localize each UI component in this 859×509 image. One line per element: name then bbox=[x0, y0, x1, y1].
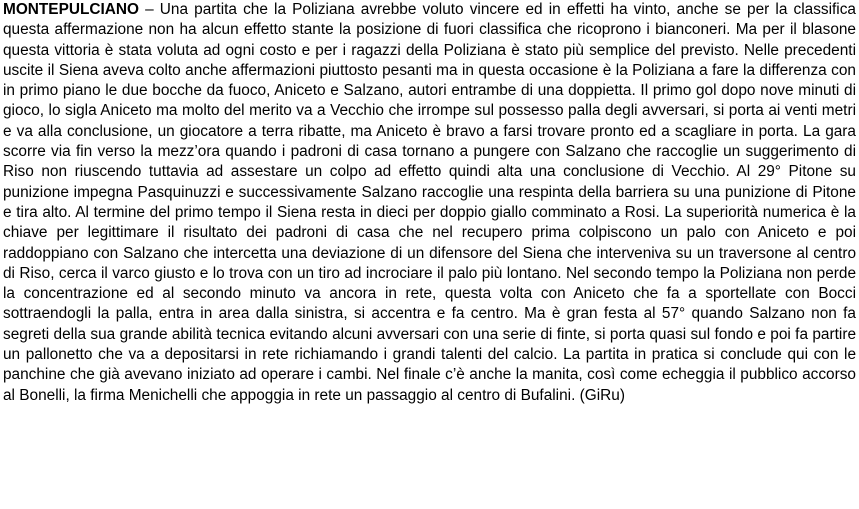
article-dash: – bbox=[138, 1, 160, 18]
article-paragraph bbox=[3, 0, 856, 406]
article-location: MONTEPULCIANO bbox=[3, 1, 139, 18]
article-body: Una partita che la Poliziana avrebbe voluto vincere ed in effetti ha vinto, anche se per la classifica questa affermazione non ha alcun effetto stante la posizione di fuori classifica che ricoprono i bianconeri. Ma per il blasone questa vittoria è stata voluta ad ogni costo e per i ragazzi della Poliziana è stato più semplice del previsto. Nelle precedenti uscite il Siena aveva colto anche affermazioni piuttosto pesanti ma in questa occasione è la Poliziana a fare la differenza con in primo piano le due bocche da fuoco, Aniceto e Salzano, autori entrambe di una doppietta. Il primo gol dopo nove minuti di gioco, lo sigla Aniceto ma molto del merito va a Vecchio che irrompe sul possesso palla degli avversari, si porta ai venti metri e va alla conclusione, un giocatore a terra ribatte, ma Aniceto è bravo a farsi trovare pronto ed a scagliare in porta. La gara scorre via fin verso la mezz’ora quando i padroni di casa tornano a pungere con Salzano che raccoglie un suggerimento di Riso non riuscendo tuttavia ad assestare un colpo ad effetto quindi alta una conclusione di Vecchio. Al 29° Pitone su punizione impegna Pasquinuzzi e successivamente Salzano raccoglie una respinta della barriera su una punizione di Pitone e tira alto. Al termine del primo tempo il Siena resta in dieci per doppio giallo comminato a Rosi. La superiorità numerica è la chiave per legittimare il risultato dei padroni di casa che nel recupero prima colpiscono un palo con Aniceto e poi raddoppiano con Salzano che intercetta una deviazione di un difensore del Siena che interveniva su un traversone al centro di Riso, cerca il varco giusto e lo trova con un tiro ad incrociare il palo più lontano. Nel secondo tempo la Poliziana non perde la concentrazione ed al secondo minuto va ancora in rete, questa volta con Aniceto che fa a sportellate con Bocci sottraendogli la palla, entra in area dalla sinistra, si accentra e fa centro. Ma è gran festa al 57° quando Salzano non fa segreti della sua grande abilità tecnica evitando alcuni avversari con una serie di finte, si porta quasi sul fondo e poi fa partire un pallonetto che va a depositarsi in rete richiamando i grandi talenti del calcio. La partita in pratica si conclude qui con le panchine che già avevano iniziato ad operare i cambi. Nel finale c’è anche la manita, così come echeggia il pubblico accorso al Bonelli, la firma Menichelli che appoggia in rete un passaggio al centro di Bufalini. (GiRu) bbox=[3, 1, 856, 404]
